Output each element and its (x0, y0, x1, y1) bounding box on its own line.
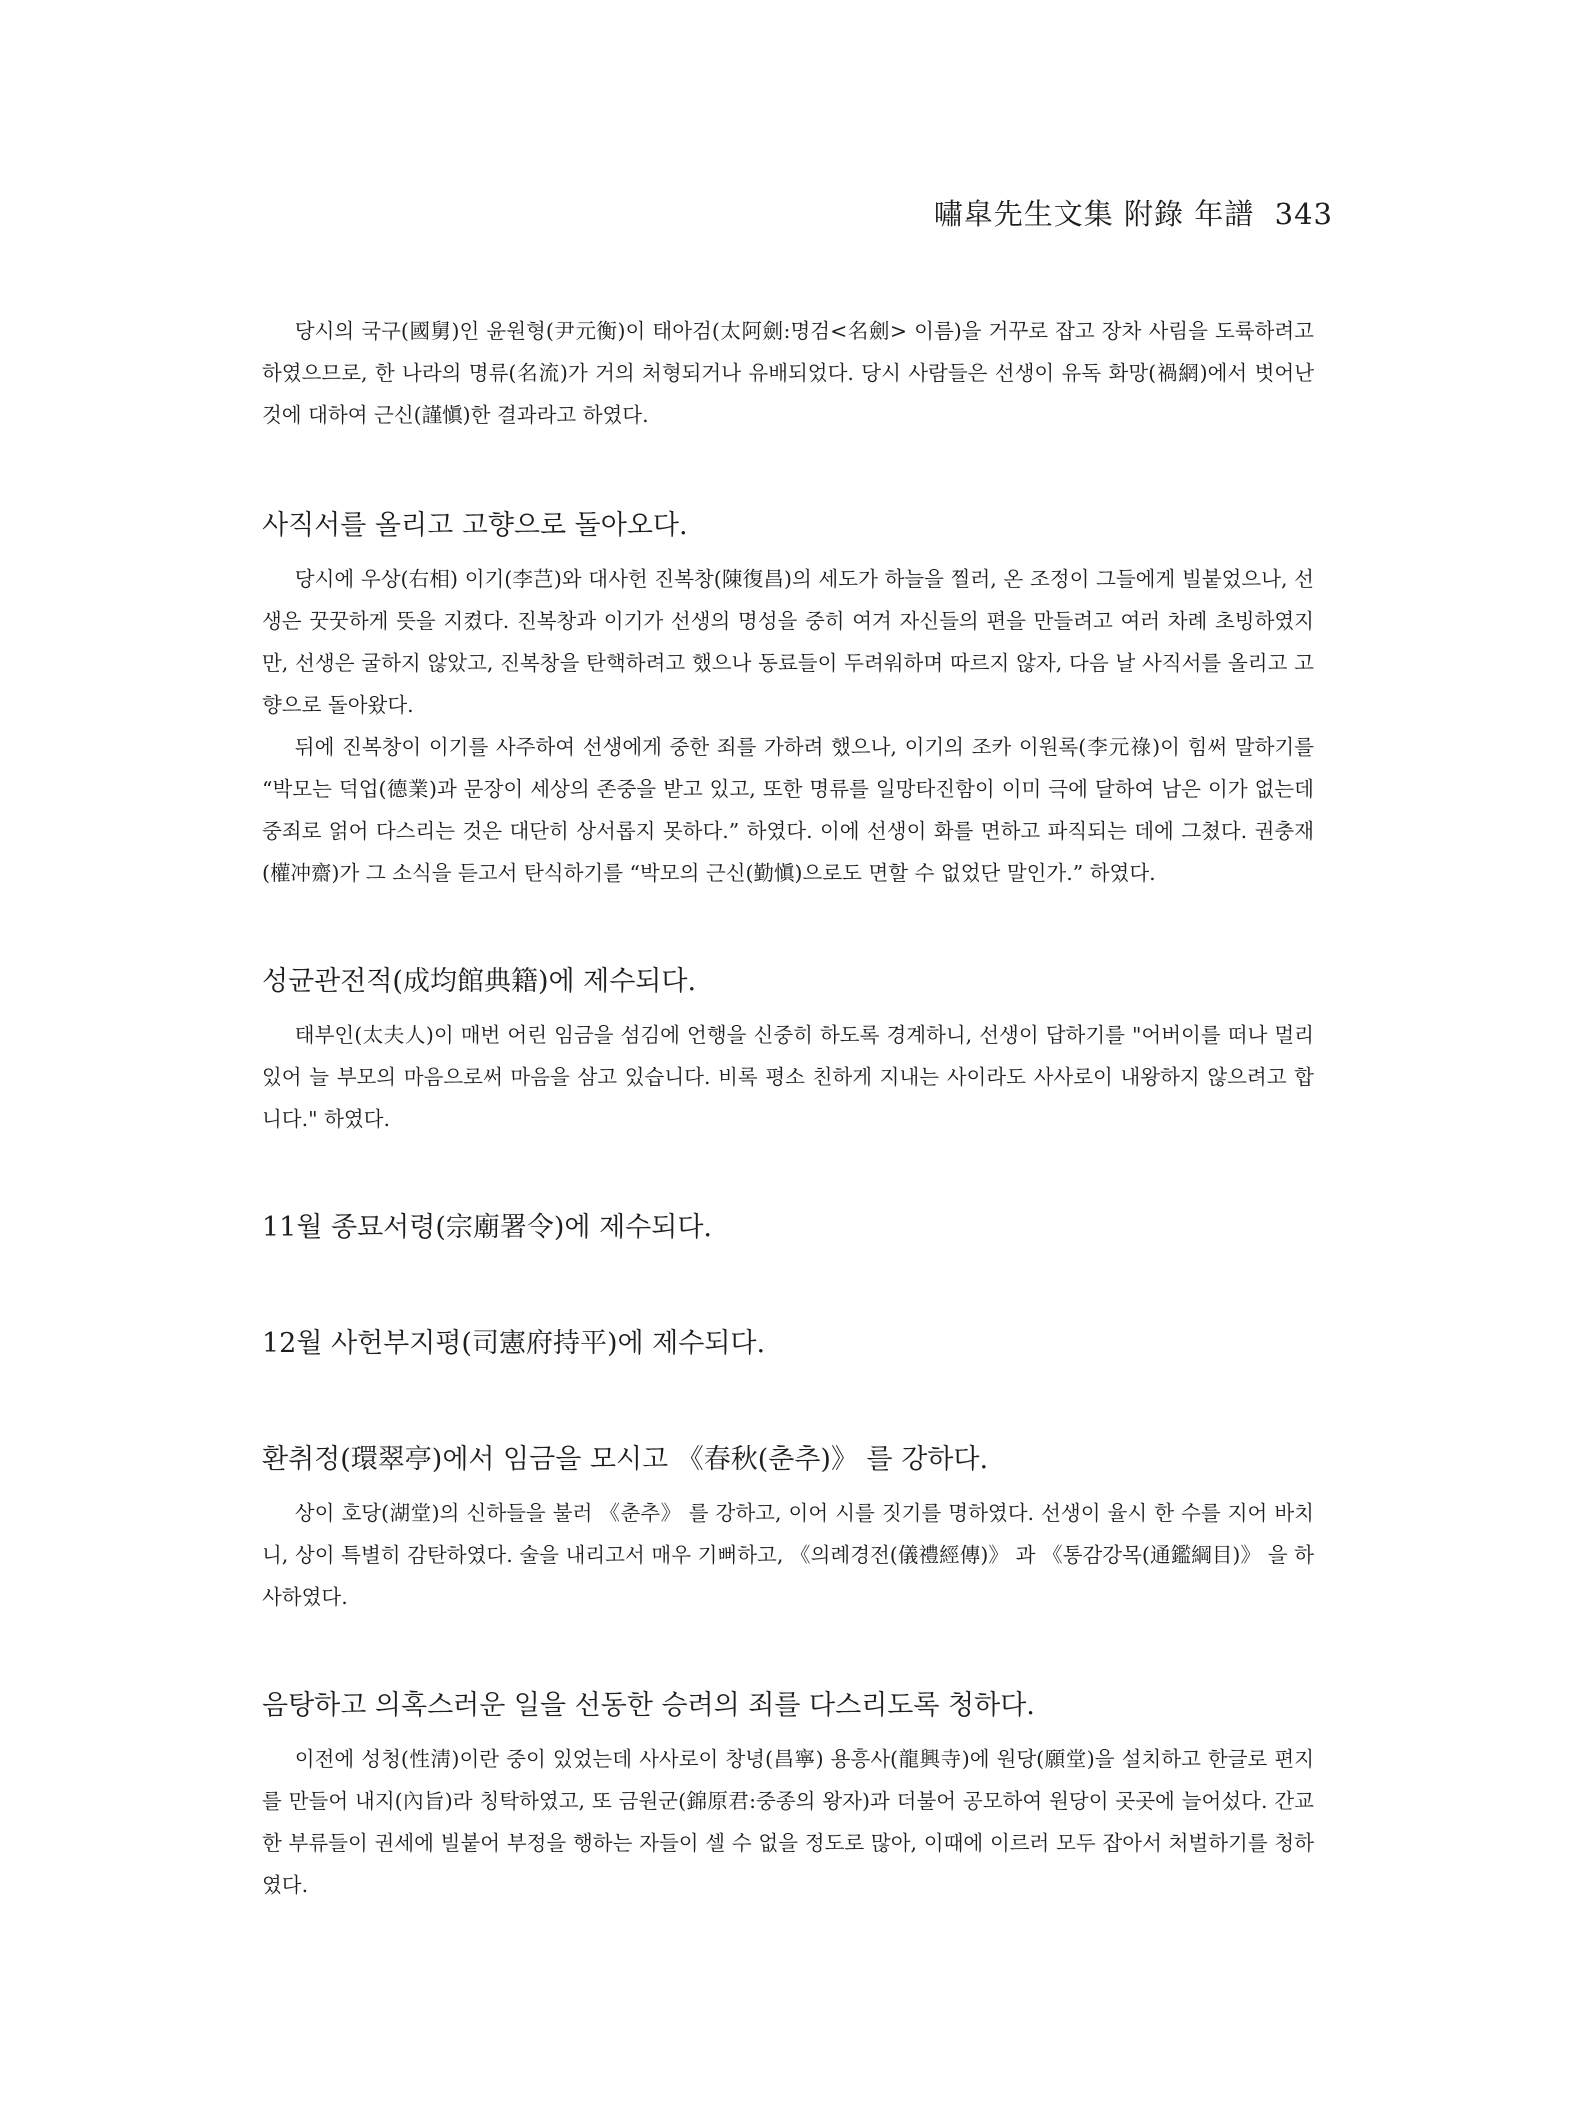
section-heading: 음탕하고 의혹스러운 일을 선동한 승려의 죄를 다스리도록 청하다. (262, 1690, 1035, 1721)
section-heading: 12월 사헌부지평(司憲府持平)에 제수되다. (262, 1328, 766, 1359)
section-monk-punishment (262, 1686, 1314, 1906)
paragraph: 상이 호당(湖堂)의 신하들을 불러 《춘추》 를 강하고, 이어 시를 짓기를 명하였다. 선생이 율시 한 수를 지어 바치니, 상이 특별히 감탄하였다. 술을 내리고서 매우 기뻐하고, 《의례경전(儀禮經傳)》 과 《통감강목(通鑑綱目)》 을 하사하였다. (262, 1501, 1314, 1609)
paragraph: 태부인(太夫人)이 매번 어린 임금을 섬김에 언행을 신중히 하도록 경계하니, 선생이 답하기를 "어버이를 떠나 멀리 있어 늘 부모의 마음으로써 마음을 삼고 있습니다. 비록 평소 친하게 지내는 사이라도 사사로이 내왕하지 않으려고 합니다." 하였다. (262, 1023, 1314, 1131)
section-hwanchwijeong (262, 1440, 1314, 1618)
section-intro (262, 310, 1314, 436)
paragraph: 당시에 우상(右相) 이기(李芑)와 대사헌 진복창(陳復昌)의 세도가 하늘을 찔러, 온 조정이 그들에게 빌붙었으나, 선생은 꿋꿋하게 뜻을 지켰다. 진복창과 이기가 선생의 명성을 중히 여겨 자신들의 편을 만들려고 여러 차례 초빙하였지만, 선생은 굴하지 않았고, 진복창을 탄핵하려고 했으나 동료들이 두려워하며 따르지 않자, 다음 날 사직서를 올리고 고향으로 돌아왔다. (262, 567, 1314, 717)
document-body (262, 310, 1314, 1906)
section-heading: 환취정(環翠亭)에서 임금을 모시고 《春秋(춘추)》 를 강하다. (262, 1444, 989, 1475)
section-november (262, 1208, 1314, 1248)
header-title: 嘯皐先生文集 附錄 年譜 (933, 197, 1255, 231)
page-number: 343 (1274, 197, 1333, 231)
section-heading: 11월 종묘서령(宗廟署令)에 제수되다. (262, 1212, 712, 1243)
section-seonggyungwan (262, 962, 1314, 1140)
paragraph: 뒤에 진복창이 이기를 사주하여 선생에게 중한 죄를 가하려 했으나, 이기의 조카 이원록(李元祿)이 힘써 말하기를 “박모는 덕업(德業)과 문장이 세상의 존중을 받고 있고, 또한 명류를 일망타진함이 이미 극에 달하여 남은 이가 없는데 중죄로 얽어 다스리는 것은 대단히 상서롭지 못하다.” 하였다. 이에 선생이 화를 면하고 파직되는 데에 그쳤다. 권충재(權冲齋)가 그 소식을 듣고서 탄식하기를 “박모의 근신(勤愼)으로도 면할 수 없었단 말인가.” 하였다. (262, 735, 1314, 885)
section-december (262, 1324, 1314, 1364)
paragraph: 당시의 국구(國舅)인 윤원형(尹元衡)이 태아검(太阿劍:명검<名劍> 이름)을 거꾸로 잡고 장차 사림을 도륙하려고 하였으므로, 한 나라의 명류(名流)가 거의 처형되거나 유배되었다. 당시 사람들은 선생이 유독 화망(禍網)에서 벗어난 것에 대하여 근신(謹愼)한 결과라고 하였다. (262, 319, 1314, 427)
section-heading: 사직서를 올리고 고향으로 돌아오다. (262, 510, 688, 541)
paragraph: 이전에 성청(性淸)이란 중이 있었는데 사사로이 창녕(昌寧) 용흥사(龍興寺)에 원당(願堂)을 설치하고 한글로 편지를 만들어 내지(內旨)라 칭탁하였고, 또 금원군(錦原君:중종의 왕자)과 더불어 공모하여 원당이 곳곳에 늘어섰다. 간교한 부류들이 권세에 빌붙어 부정을 행하는 자들이 셀 수 없을 정도로 많아, 이때에 이르러 모두 잡아서 처벌하기를 청하였다. (262, 1747, 1314, 1897)
section-heading: 성균관전적(成均館典籍)에 제수되다. (262, 966, 697, 997)
section-resignation (262, 506, 1314, 894)
running-header (934, 192, 1333, 233)
